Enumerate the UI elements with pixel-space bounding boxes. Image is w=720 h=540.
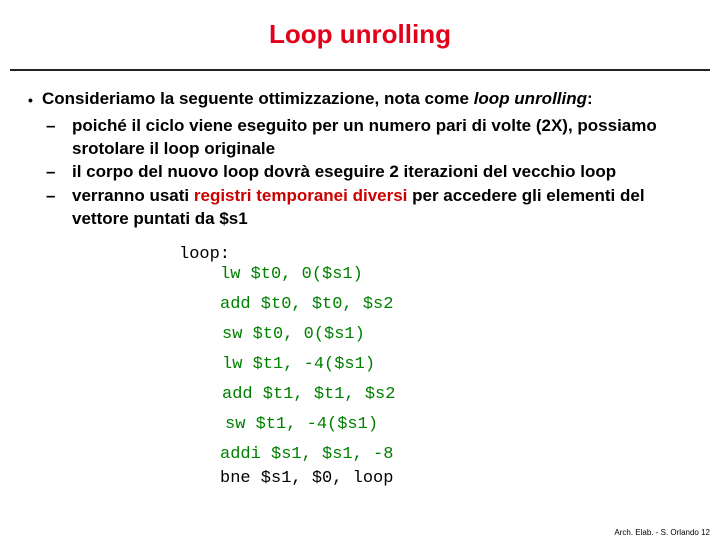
sub-item-1-line-1: poiché il ciclo viene eseguito per un numero pari di volte (2X), possiamo [72,116,657,135]
code-line-8: bne $s1, $0, loop [220,469,394,488]
code-line-4: lw $t1, -4($s1) [222,355,376,374]
bullet-prefix: Consideriamo la seguente ottimizzazione, nota come [42,89,474,108]
sub-item-2: il corpo del nuovo loop dovrà eseguire 2 iterazioni del vecchio loop [72,162,617,181]
slide-title: Loop unrolling [269,19,451,49]
bullet-suffix: : [587,89,593,108]
sub-item-1-line-2: srotolare il loop originale [72,139,276,158]
code-line-6: sw $t1, -4($s1) [225,415,379,434]
sub-bullet-dash-1: – [46,116,56,135]
sub-item-3 [72,184,712,230]
sub-bullet-dash-2: – [46,162,56,181]
sub-item-3-line-1: verranno usati registri temporanei diversi per accedere gli elementi del [72,186,645,205]
slide-footer: Arch. Elab. - S. Orlando 12 [614,528,710,537]
sub-bullet-dash-3: – [46,186,56,205]
code-label: loop: [179,245,231,264]
main-bullet-text [42,87,702,110]
code-line-7: addi $s1, $s1, -8 [220,445,394,464]
sub-item-3-line-2: vettore puntati da $s1 [72,209,248,228]
title-divider [10,69,710,71]
code-line-5: add $t1, $t1, $s2 [222,385,396,404]
bullet-marker: • [28,92,33,108]
highlight-text: registri temporanei diversi [193,186,408,205]
bullet-italic-term: loop unrolling [473,89,588,108]
code-line-1: lw $t0, 0($s1) [220,265,363,284]
code-line-3: sw $t0, 0($s1) [222,325,365,344]
code-line-2: add $t0, $t0, $s2 [220,295,394,314]
sub-item-1 [72,114,712,160]
